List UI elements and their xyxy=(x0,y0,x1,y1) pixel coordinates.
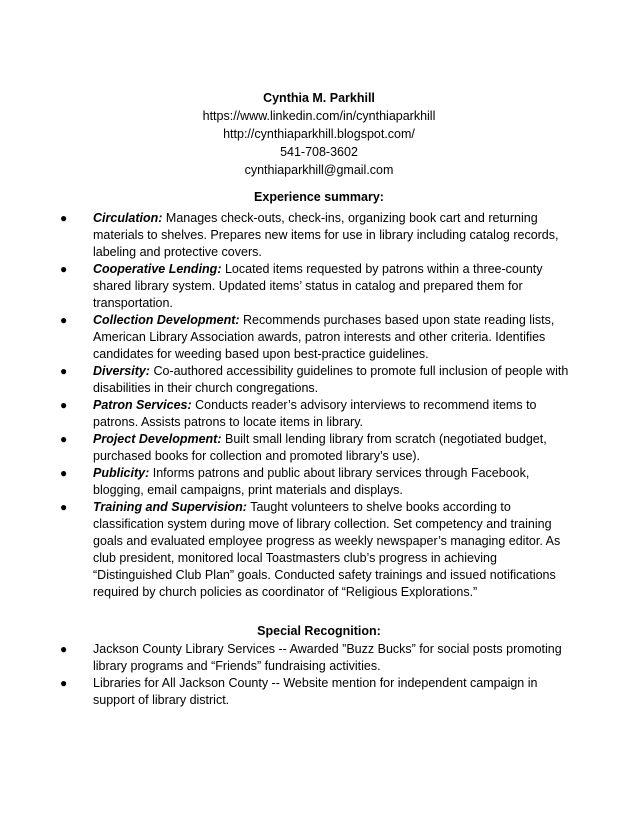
experience-item-circulation xyxy=(0,210,638,261)
item-text: Co-authored accessibility guidelines to promote full inclusion of people with disabilities in their church congregations. xyxy=(93,364,569,395)
item-label: Cooperative Lending: xyxy=(93,262,222,276)
item-text: Located items requested by patrons within a three-county shared library system. Updated items’ status in catalog and prepared them for transportation. xyxy=(93,262,543,310)
contact-header xyxy=(0,89,638,179)
bullet-icon: ● xyxy=(60,211,68,225)
item-text: Informs patrons and public about library services through Facebook, blogging, email campaigns, print materials and displays. xyxy=(93,466,530,497)
item-label: Diversity: xyxy=(93,364,150,378)
item-label: Collection Development: xyxy=(93,313,240,327)
bullet-icon: ● xyxy=(60,432,68,446)
experience-item-publicity xyxy=(0,465,638,499)
item-label: Circulation: xyxy=(93,211,163,225)
experience-item-diversity xyxy=(0,363,638,397)
recognition-list xyxy=(0,641,638,709)
bullet-icon: ● xyxy=(60,466,68,480)
item-text: Taught volunteers to shelve books according to classification system during move of library collection. Set competency and training goals and evaluated employee progress as weekly newspaper’s managing editor. As club president, monitored local Toastmasters club’s progress in achieving “Distinguished Club Plan” goals. Conducted safety trainings and issued notifications required by church policies as coordinator of “Religious Explorations.” xyxy=(93,500,561,599)
person-name: Cynthia M. Parkhill xyxy=(263,91,375,105)
item-text: Jackson County Library Services -- Awarded ”Buzz Bucks” for social posts promoting library programs and “Friends” fundraising activities. xyxy=(93,642,562,673)
recognition-item xyxy=(0,675,638,709)
experience-item-collection-development xyxy=(0,312,638,363)
bullet-icon: ● xyxy=(60,398,68,412)
item-text: Built small lending library from scratch (negotiated budget, purchased books for collection and promoted library’s use). xyxy=(93,432,547,463)
bullet-icon: ● xyxy=(60,500,68,514)
item-text: Libraries for All Jackson County -- Website mention for independent campaign in support of library district. xyxy=(93,676,538,707)
phone-number: 541-708-3602 xyxy=(280,145,358,159)
item-label: Project Development: xyxy=(93,432,222,446)
bullet-icon: ● xyxy=(60,642,68,656)
bullet-icon: ● xyxy=(60,676,68,690)
item-label: Training and Supervision: xyxy=(93,500,247,514)
item-label: Patron Services: xyxy=(93,398,192,412)
item-text: Conducts reader’s advisory interviews to recommend items to patrons. Assists patrons to locate items in library. xyxy=(93,398,537,429)
recognition-item xyxy=(0,641,638,675)
experience-item-cooperative-lending xyxy=(0,261,638,312)
experience-heading: Experience summary: xyxy=(254,190,384,204)
experience-item-project-development xyxy=(0,431,638,465)
item-text: Manages check-outs, check-ins, organizing book cart and returning materials to shelves. Prepares new items for use in library including catalog records, labeling and protective covers. xyxy=(93,211,559,259)
bullet-icon: ● xyxy=(60,313,68,327)
linkedin-link[interactable]: https://www.linkedin.com/in/cynthiaparkhill xyxy=(202,109,436,123)
experience-list xyxy=(0,210,638,601)
item-label: Publicity: xyxy=(93,466,150,480)
item-text: Recommends purchases based upon state reading lists, American Library Association awards, patron interests and other criteria. Identifies candidates for weeding based upon best-practice guidelines. xyxy=(93,313,555,361)
email-address[interactable]: cynthiaparkhill@gmail.com xyxy=(244,163,394,177)
experience-item-training-supervision xyxy=(0,499,638,601)
bullet-icon: ● xyxy=(60,262,68,276)
experience-item-patron-services xyxy=(0,397,638,431)
bullet-icon: ● xyxy=(60,364,68,378)
blog-link[interactable]: http://cynthiaparkhill.blogspot.com/ xyxy=(223,127,415,141)
recognition-heading: Special Recognition: xyxy=(257,624,381,638)
